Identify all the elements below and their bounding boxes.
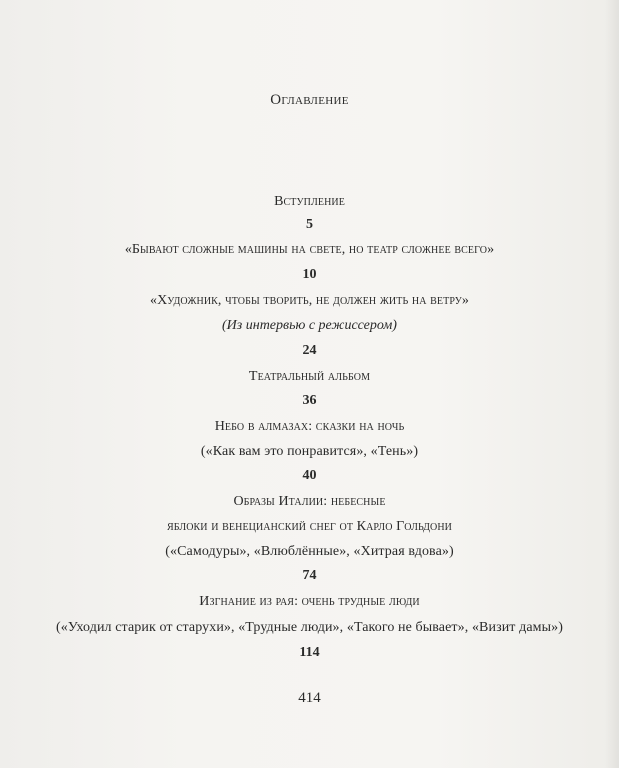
toc-entry-title: Театральный альбом (248, 369, 371, 384)
page-number: 414 (298, 690, 321, 706)
toc-entry-title: Вступление (274, 194, 345, 209)
toc-entry-page: 40 (302, 468, 317, 483)
toc-entry-title-continued: яблоки и венецианский снег от Карло Гольдони (166, 519, 453, 534)
toc-entry-subtitle: («Самодуры», «Влюблённые», «Хитрая вдова») (165, 544, 454, 559)
toc-entry-page: 114 (299, 645, 320, 660)
toc-entry-title: Образы Италии: небесные (233, 494, 386, 509)
toc-entry-subtitle: (Из интервью с режиссером) (222, 318, 397, 333)
toc-title: Оглавление (270, 92, 349, 108)
toc-entry-subtitle: («Как вам это понравится», «Тень») (200, 444, 419, 459)
toc-entry-title: Изгнание из рая: очень трудные люди (199, 594, 420, 609)
toc-entry-page: 5 (306, 217, 313, 232)
toc-entry-subtitle: («Уходил старик от старухи», «Трудные люди», «Такого не бывает», «Визит дамы») (56, 620, 563, 635)
toc-entry-title: Небо в алмазах: сказки на ночь (214, 419, 405, 434)
toc-entry-page: 10 (302, 267, 317, 282)
toc-entry-page: 74 (302, 568, 317, 583)
toc-entry-page: 36 (302, 393, 317, 408)
toc-entry-title: «Художник, чтобы творить, не должен жить на ветру» (149, 293, 470, 308)
toc-entry-page: 24 (302, 343, 317, 358)
toc-entry-title: «Бывают сложные машины на свете, но театр сложнее всего» (124, 242, 495, 257)
